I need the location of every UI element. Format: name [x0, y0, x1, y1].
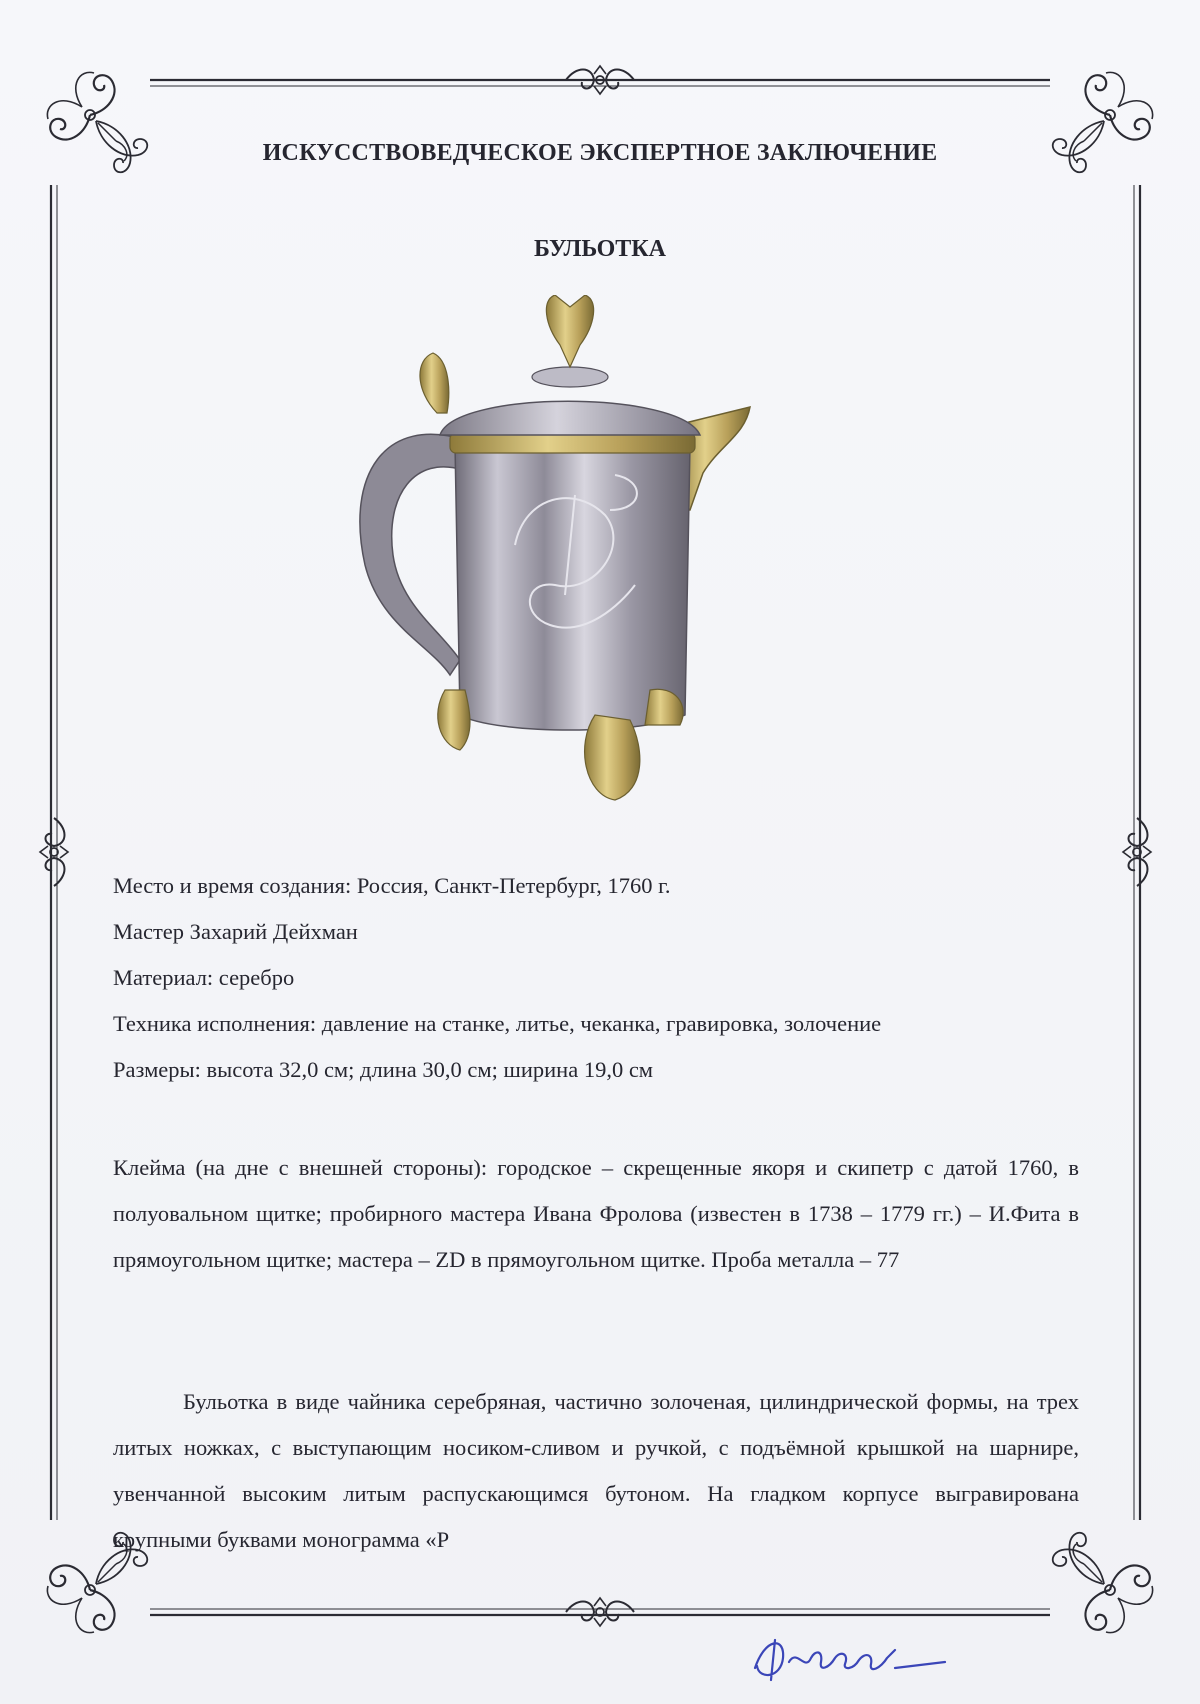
frame-ornament-left — [40, 818, 68, 886]
document-heading: ИСКУССТВОВЕДЧЕСКОЕ ЭКСПЕРТНОЕ ЗАКЛЮЧЕНИЕ — [262, 140, 938, 166]
field-place-date: Место и время создания: Россия, Санкт-Петербург, 1760 г. — [113, 873, 671, 898]
field-dimensions: Размеры: высота 32,0 см; длина 30,0 см; ширина 19,0 см — [113, 1057, 654, 1082]
signature — [745, 1628, 985, 1688]
object-title: БУЛЬОТКА — [533, 236, 667, 262]
frame-ornament-bottom — [566, 1598, 634, 1626]
attribution-fields — [113, 863, 1073, 1093]
description-paragraph: Бульотка в виде чайника серебряная, частично золоченая, цилиндрической формы, на трех литых ножках, с выступающим носиком-сливом и ручкой, с подъёмной крышкой на шарнире, увенчанной высоким литым распускающимся бутоном. На гладком корпусе выгравирована крупными буквами монограмма «Р — [113, 1389, 1079, 1552]
frame-ornament-right — [1123, 818, 1151, 886]
bouillotte-photo — [345, 295, 825, 855]
field-master: Мастер Захарий Дейхман — [113, 919, 358, 944]
field-material: Материал: серебро — [113, 965, 295, 990]
field-technique: Техника исполнения: давление на станке, литье, чеканка, гравировка, золочение — [113, 1011, 882, 1036]
hallmarks-paragraph: Клейма (на дне с внешней стороны): городское – скрещенные якоря и скипетр с датой 1760, в полуовальном щитке; пробирного мастера Ивана Фролова (известен в 1738 – 1779 гг.) – И.Фита в прямоугольном щитке; мастера – ZD в прямоугольном щитке. Проба металла – 77 — [113, 1155, 1079, 1272]
